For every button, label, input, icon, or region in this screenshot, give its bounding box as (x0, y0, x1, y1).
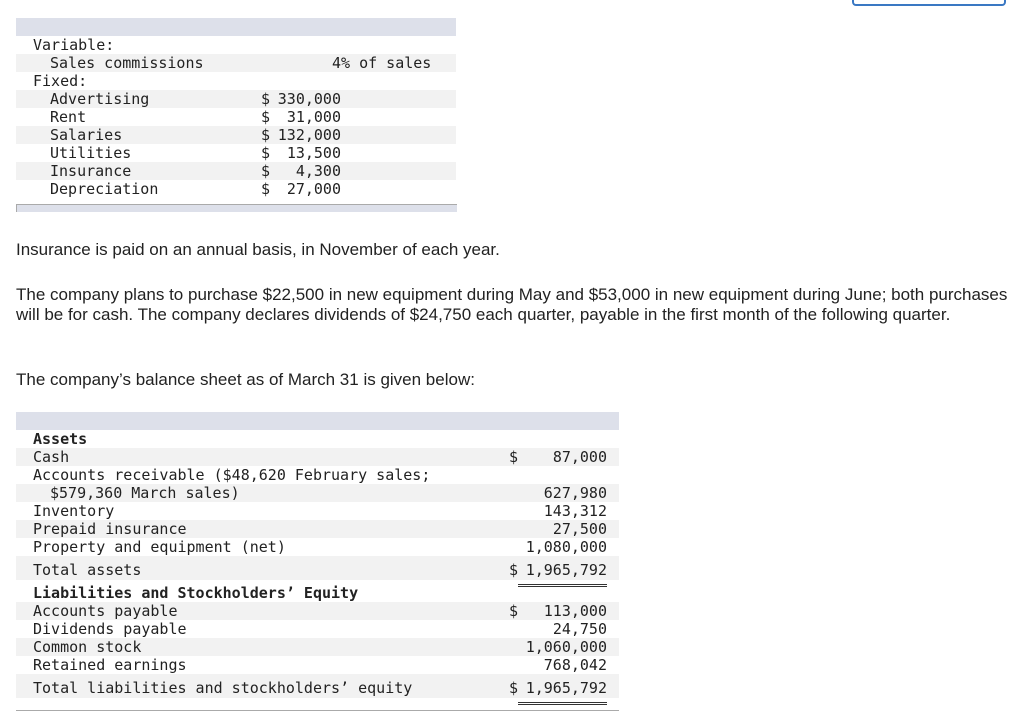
expense-amount: 27,000 (286, 180, 341, 198)
expense-label: Salaries (50, 126, 123, 144)
expense-dollar: $ (261, 180, 271, 198)
cash-amount: 87,000 (552, 448, 607, 466)
fixed-heading-row (16, 72, 456, 90)
balance-sheet-table (16, 412, 619, 698)
fixed-label: Fixed: (33, 72, 88, 90)
expense-amount: 330,000 (277, 90, 341, 108)
accounts-payable-label: Accounts payable (33, 602, 178, 620)
dividends-payable-amount: 24,750 (552, 620, 607, 638)
expense-label: Advertising (50, 90, 150, 108)
prepaid-insurance-label: Prepaid insurance (33, 520, 187, 538)
accounts-payable-row (16, 602, 619, 620)
accounts-receivable-label: Accounts receivable ($48,620 February sales; (33, 466, 431, 484)
prepaid-insurance-amount: 27,500 (552, 520, 607, 538)
top-right-button[interactable] (852, 0, 1006, 6)
expense-table-footer (16, 204, 457, 212)
sales-commissions-row (16, 54, 456, 72)
common-stock-amount: 1,060,000 (525, 638, 607, 656)
accounts-receivable-label-cont: $579,360 March sales) (50, 484, 240, 502)
ppe-row (16, 538, 619, 556)
ppe-label: Property and equipment (net) (33, 538, 286, 556)
liabilities-heading: Liabilities and Stockholders’ Equity (33, 584, 359, 602)
accounts-receivable-row (16, 466, 619, 484)
total-liabilities-equity-label: Total liabilities and stockholders’ equity (33, 679, 413, 697)
sales-commissions-label: Sales commissions (50, 54, 204, 72)
cash-row (16, 448, 619, 466)
expense-dollar: $ (261, 90, 271, 108)
equipment-paragraph: The company plans to purchase $22,500 in new equipment during May and $53,000 in new equipment during June; both purchases will be for cash. The company declares dividends of $24,750 each quarter, payable in the first month of the following quarter. (16, 285, 1008, 324)
total-assets-row (16, 556, 619, 580)
total-liabilities-equity-amount: 1,965,792 (518, 674, 607, 705)
accounts-payable-dollar: $ (509, 602, 519, 620)
expense-dollar: $ (261, 126, 271, 144)
inventory-label: Inventory (33, 502, 115, 520)
expense-dollar: $ (261, 144, 271, 162)
balance-sheet-intro: The company’s balance sheet as of March 31 is given below: (16, 370, 475, 389)
total-assets-amount: 1,965,792 (518, 556, 607, 587)
balance-sheet-header (16, 412, 619, 430)
cash-dollar: $ (509, 448, 519, 466)
expense-row-salaries (16, 126, 456, 144)
sales-commissions-value: 4% of sales (332, 54, 432, 72)
expense-amount: 132,000 (277, 126, 341, 144)
expense-table (16, 18, 456, 198)
liabilities-heading-row (16, 580, 619, 602)
expense-label: Rent (50, 108, 87, 126)
expense-dollar: $ (261, 108, 271, 126)
variable-heading-row (16, 36, 456, 54)
expense-amount: 13,500 (286, 144, 341, 162)
total-assets-label: Total assets (33, 561, 142, 579)
expense-row-advertising (16, 90, 456, 108)
expense-row-depreciation (16, 180, 456, 198)
expense-row-utilities (16, 144, 456, 162)
insurance-paragraph: Insurance is paid on an annual basis, in November of each year. (16, 240, 500, 259)
expense-amount: 31,000 (286, 108, 341, 126)
ppe-amount: 1,080,000 (506, 538, 607, 557)
cash-label: Cash (33, 448, 70, 466)
expense-row-rent (16, 108, 456, 126)
total-assets-dollar: $ (509, 561, 519, 579)
expense-label: Insurance (50, 162, 132, 180)
retained-earnings-amount: 768,042 (506, 656, 607, 675)
expense-amount: 4,300 (295, 162, 341, 180)
accounts-payable-amount: 113,000 (543, 602, 607, 620)
expense-label: Depreciation (50, 180, 159, 198)
total-liabilities-equity-dollar: $ (509, 679, 519, 697)
variable-label: Variable: (33, 36, 115, 54)
expense-table-header (16, 18, 456, 36)
expense-label: Utilities (50, 144, 132, 162)
inventory-amount: 143,312 (543, 502, 607, 520)
expense-dollar: $ (261, 162, 271, 180)
retained-earnings-row (16, 656, 619, 674)
common-stock-label: Common stock (33, 638, 142, 656)
prepaid-insurance-row (16, 520, 619, 538)
accounts-receivable-amount: 627,980 (543, 484, 607, 502)
assets-heading-row (16, 430, 619, 448)
accounts-receivable-row-2 (16, 484, 619, 502)
dividends-payable-row (16, 620, 619, 638)
common-stock-row (16, 638, 619, 656)
assets-heading: Assets (33, 430, 88, 448)
expense-row-insurance (16, 162, 456, 180)
inventory-row (16, 502, 619, 520)
dividends-payable-label: Dividends payable (33, 620, 187, 638)
total-liabilities-equity-row (16, 674, 619, 698)
retained-earnings-label: Retained earnings (33, 656, 187, 674)
